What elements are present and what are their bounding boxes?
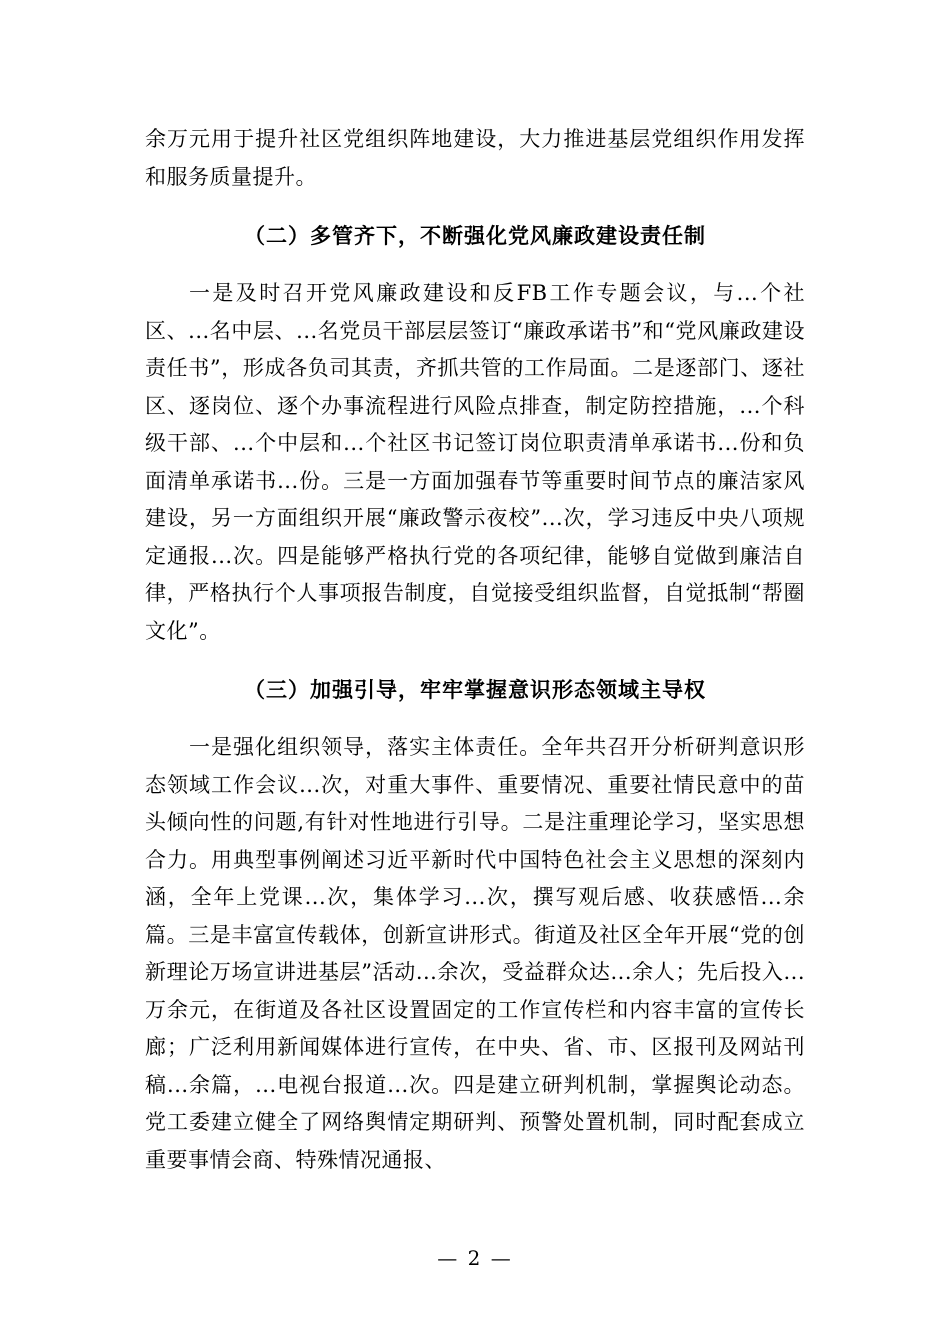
spacer xyxy=(145,196,805,218)
document-body xyxy=(145,121,805,1179)
spacer xyxy=(145,709,805,729)
paragraph-continuation: 余万元用于提升社区党组织阵地建设，大力推进基层党组织作用发挥和服务质量提升。 xyxy=(145,127,805,189)
spacer xyxy=(145,255,805,275)
paragraph-section-3: 一是强化组织领导，落实主体责任。全年共召开分析研判意识形态领域工作会议...次，对重大事件、重要情况、重要社情民意中的苗头倾向性的问题,有针对性地进行引导。二是注重理论学习，坚实思想合力。用典型事例阐述习近平新时代中国特色社会主义思想的深刻内涵，全年上党课...次，集体学习...次，撰写观后感、收获感悟...余篇。三是丰富宣传载体，创新宣讲形式。街道及社区全年开展“党的创新理论万场宣讲进基层”活动...余次，受益群众达...余人；先后投入...万余元，在街道及各社区设置固定的工作宣传栏和内容丰富的宣传长廊；广泛利用新闻媒体进行宣传，在中央、省、市、区报刊及网站刊稿...余篇，...电视台报道...次。四是建立研判机制，掌握舆论动态。党工委建立健全了网络舆情定期研判、预警处置机制，同时配套成立重要事情会商、特殊情况通报、 xyxy=(145,735,805,1172)
section-heading-2: （二）多管齐下，不断强化党风廉政建设责任制 xyxy=(244,224,706,248)
page-number: — 2 — xyxy=(437,1246,513,1270)
spacer xyxy=(145,650,805,672)
section-heading-3: （三）加强引导，牢牢掌握意识形态领域主导权 xyxy=(244,678,706,702)
paragraph-section-2: 一是及时召开党风廉政建设和反FB工作专题会议，与...个社区、...名中层、...名党员干部层层签订“廉政承诺书”和“党风廉政建设责任书”，形成各负司其责，齐抓共管的工作局面。二是逐部门、逐社区、逐岗位、逐个办事流程进行风险点排查，制定防控措施，...个科级干部、...个中层和...个社区书记签订岗位职责清单承诺书...份和负面清单承诺书...份。三是一方面加强春节等重要时间节点的廉洁家风建设，另一方面组织开展“廉政警示夜校”...次，学习违反中央八项规定通报...次。四是能够严格执行党的各项纪律，能够自觉做到廉洁自律，严格执行个人事项报告制度，自觉接受组织监督，自觉抵制“帮圈文化”。 xyxy=(145,281,805,643)
